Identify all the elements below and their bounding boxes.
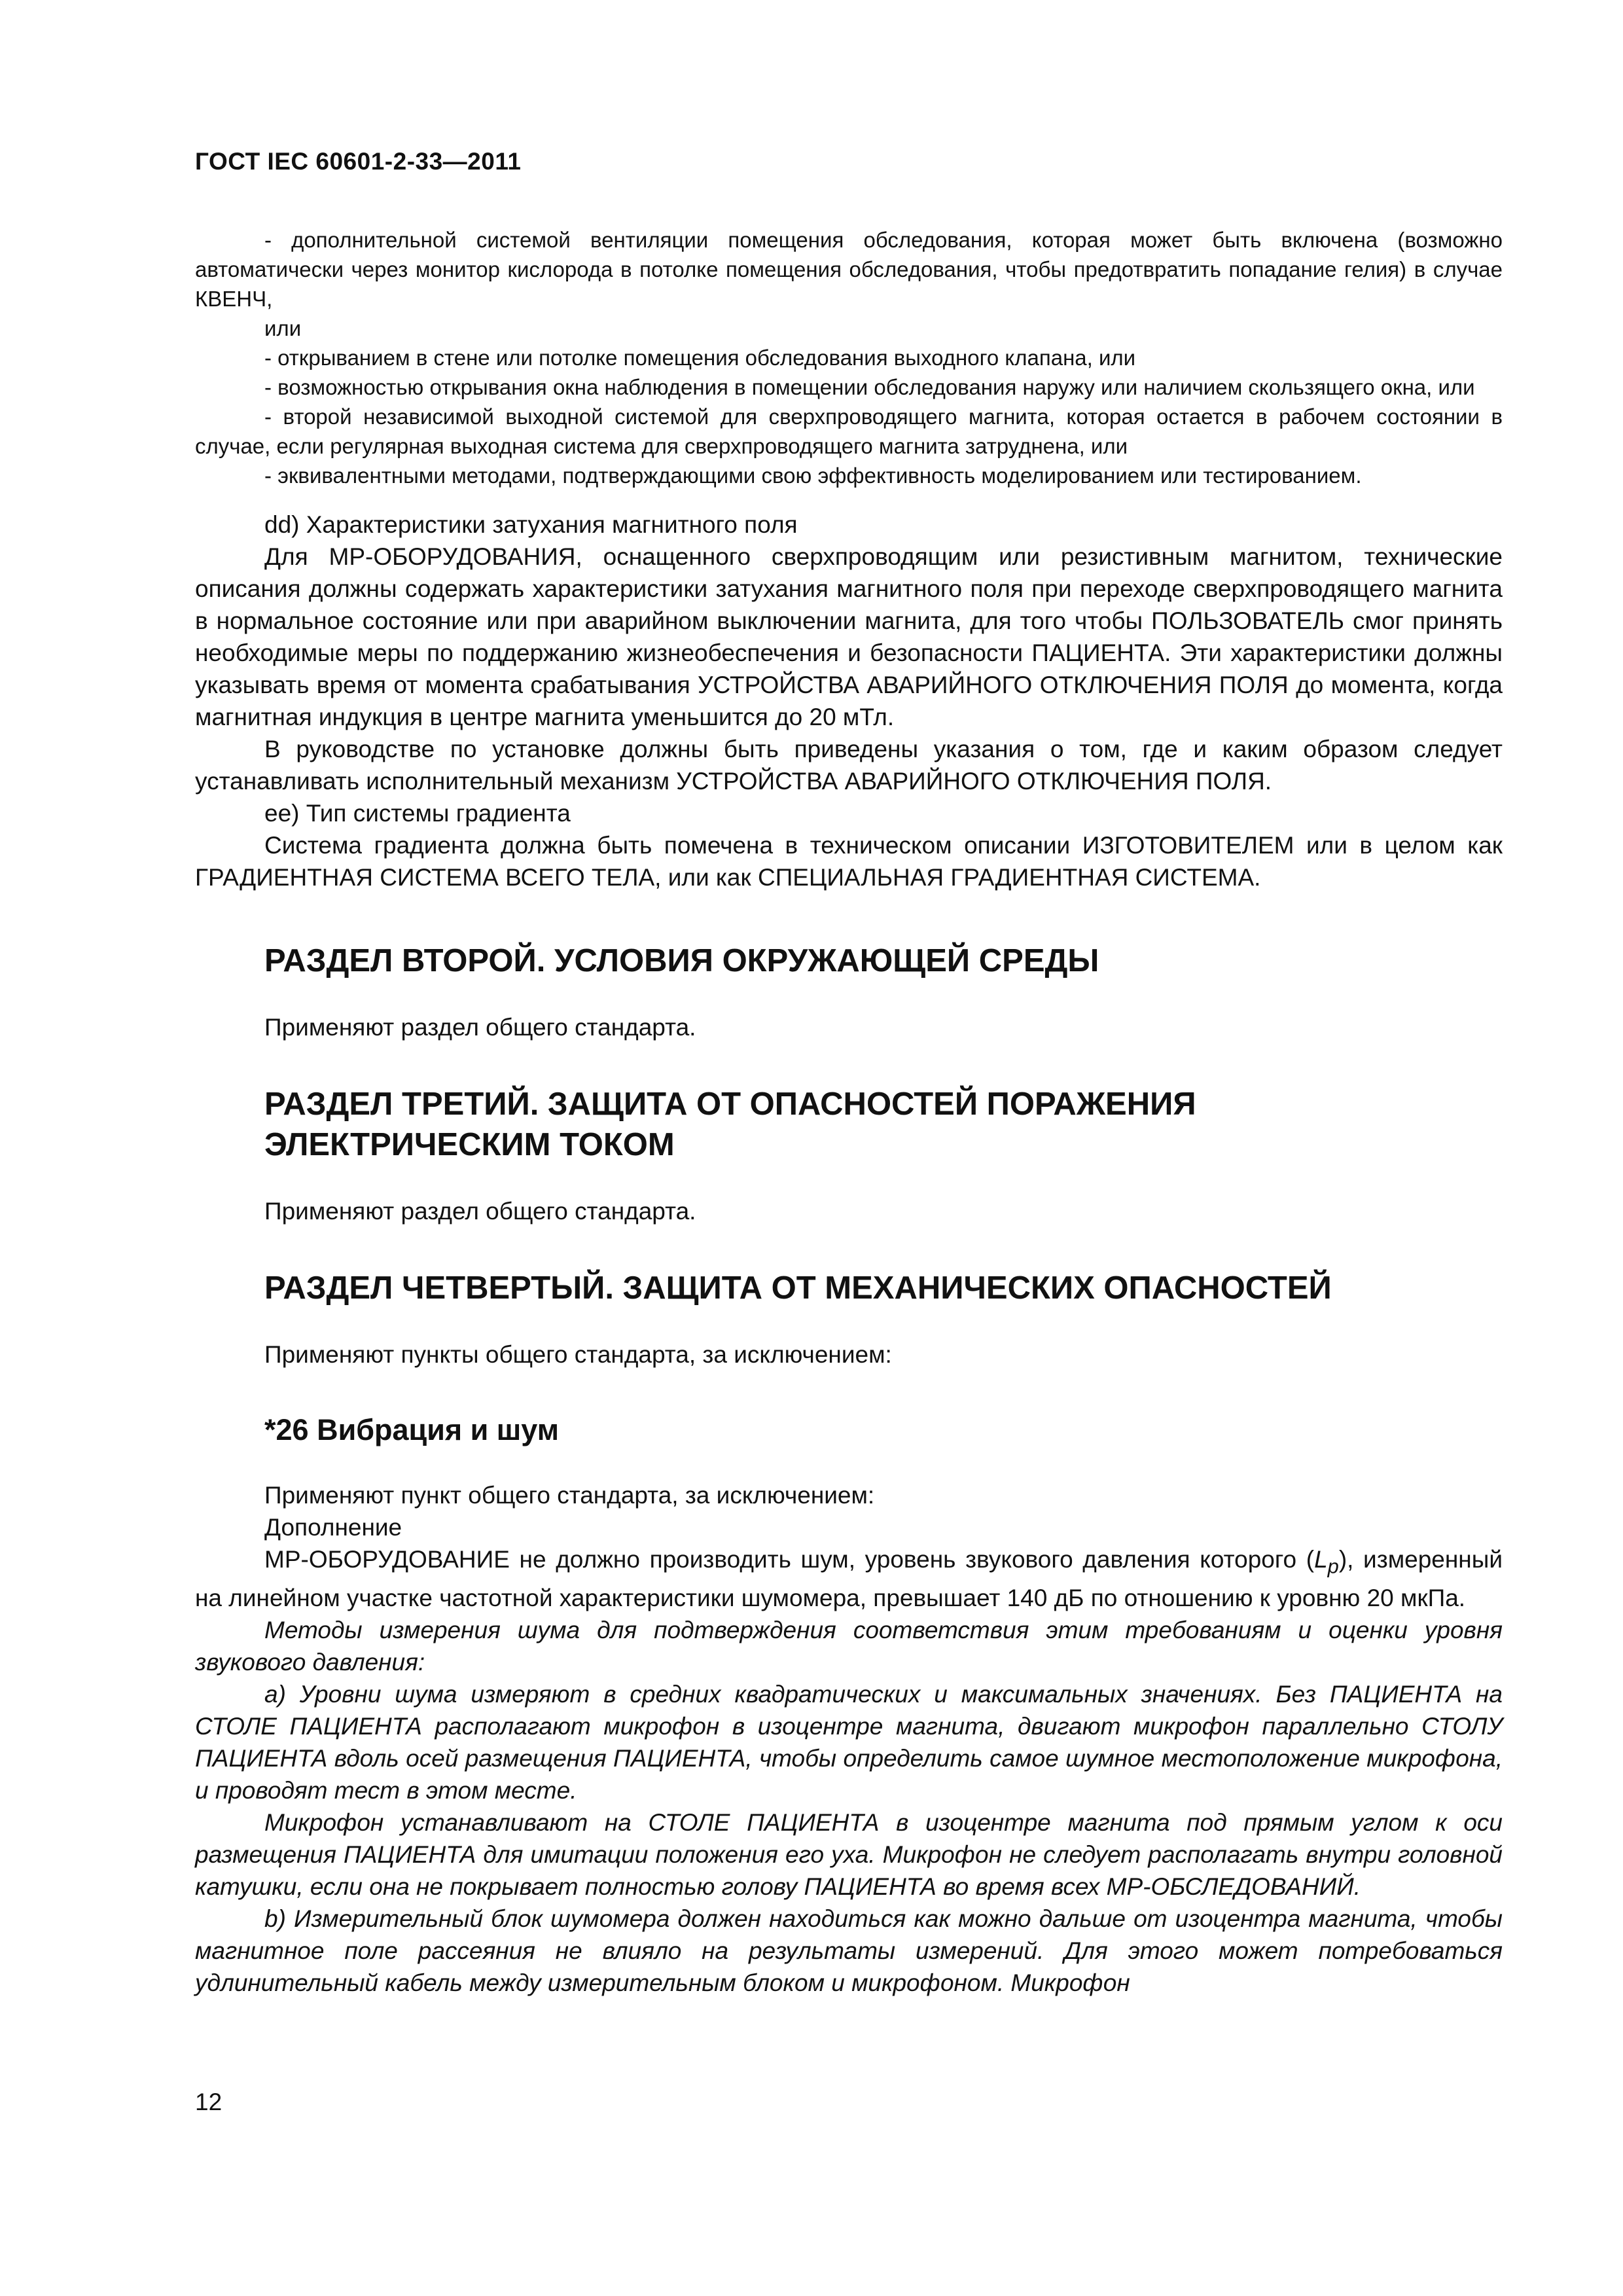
document-header: ГОСТ IEC 60601-2-33—2011 bbox=[195, 148, 522, 175]
symbol: L bbox=[1314, 1546, 1328, 1573]
paragraph: Методы измерения шума для подтверждения соответствия этим требованиям и оценки уровня звукового давления: bbox=[195, 1617, 1503, 1676]
list-connector: или bbox=[264, 316, 302, 340]
subscript: p bbox=[1327, 1554, 1339, 1578]
clause-heading: *26 Вибрация и шум bbox=[264, 1413, 560, 1446]
text-run: МР-ОБОРУДОВАНИЕ не должно производить шум, уровень звукового давления которого ( bbox=[264, 1546, 1315, 1573]
section-heading: РАЗДЕЛ ЧЕТВЕРТЫЙ. ЗАЩИТА ОТ МЕХАНИЧЕСКИХ ОПАСНОСТЕЙ bbox=[264, 1270, 1332, 1306]
section-heading-line: РАЗДЕЛ ТРЕТИЙ. ЗАЩИТА ОТ ОПАСНОСТЕЙ ПОРАЖЕНИЯ bbox=[264, 1086, 1196, 1122]
paragraph: Дополнение bbox=[264, 1514, 402, 1541]
page-number: 12 bbox=[195, 2089, 223, 2115]
subclause-title: dd) Характеристики затухания магнитного поля bbox=[264, 511, 798, 538]
ventilation-list bbox=[195, 225, 1503, 490]
paragraph: Для МР-ОБОРУДОВАНИЯ, оснащенного сверхпроводящим или резистивным магнитом, технические описания должны содержать характеристики затухания магнитного поля при переходе сверхпроводящего магнита в нормальное состояние или при аварийном выключении магнита, для того чтобы ПОЛЬЗОВАТЕЛЬ смог принять необходимые меры по поддержанию жизнеобеспечения и безопасности ПАЦИЕНТА. Эти характеристики должны указывать время от момента срабатывания УСТРОЙСТВА АВАРИЙНОГО ОТКЛЮЧЕНИЯ ПОЛЯ до момента, когда магнитная индукция в центре магнита уменьшится до 20 мТл. bbox=[195, 543, 1503, 730]
list-item: - открыванием в стене или потолке помещения обследования выходного клапана, или bbox=[264, 346, 1136, 370]
paragraph: Микрофон устанавливают на СТОЛЕ ПАЦИЕНТА в изоцентре магнита под прямым углом к оси размещения ПАЦИЕНТА для имитации положения его уха. Микрофон не следует располагать внутри головной катушки, если она не покрывает полностью голову ПАЦИЕНТА во время всех МР-ОБСЛЕДОВАНИЙ. bbox=[195, 1809, 1503, 1901]
section-text: Применяют раздел общего стандарта. bbox=[264, 1198, 696, 1225]
list-item: - дополнительной системой вентиляции помещения обследования, которая может быть включена (возможно автоматически через монитор кислорода в потолке помещения обследования, чтобы предотвратить попадание гелия) в случае КВЕНЧ, bbox=[195, 228, 1503, 311]
requirement-paragraph bbox=[195, 1543, 1503, 1614]
section-heading: РАЗДЕЛ ВТОРОЙ. УСЛОВИЯ ОКРУЖАЮЩЕЙ СРЕДЫ bbox=[264, 943, 1099, 978]
clause-26-body bbox=[195, 1479, 1503, 1999]
section-text: Применяют пункты общего стандарта, за исключением: bbox=[264, 1341, 892, 1368]
list-item: - возможностью открывания окна наблюдения в помещении обследования наружу или наличием скользящего окна, или bbox=[264, 375, 1475, 399]
paragraph: b) Измерительный блок шумомера должен находиться как можно дальше от изоцентра магнита, чтобы магнитное поле рассеяния не влияло на результаты измерений. Для этого может потребоваться удлинительный кабель между измерительным блоком и микрофоном. Микрофон bbox=[195, 1905, 1503, 1997]
page-content bbox=[195, 225, 1503, 1999]
subclause-title: ее) Тип системы градиента bbox=[264, 800, 571, 827]
list-item: - эквивалентными методами, подтверждающими свою эффективность моделированием или тестированием. bbox=[264, 463, 1362, 488]
section-heading-line: ЭЛЕКТРИЧЕСКИМ ТОКОМ bbox=[264, 1127, 675, 1162]
section-text: Применяют раздел общего стандарта. bbox=[264, 1014, 696, 1041]
paragraph: Система градиента должна быть помечена в техническом описании ИЗГОТОВИТЕЛЕМ или в целом как ГРАДИЕНТНАЯ СИСТЕМА ВСЕГО ТЕЛА, или как СПЕЦИАЛЬНАЯ ГРАДИЕНТНАЯ СИСТЕМА. bbox=[195, 832, 1503, 891]
text-run: ), измеренный на линейном участке частотной характеристики шумомера, превышает 140 дБ по отношению к уровню 20 мкПа. bbox=[195, 1546, 1503, 1612]
section-heading bbox=[264, 1084, 1503, 1165]
paragraph: а) Уровни шума измеряют в средних квадратических и максимальных значениях. Без ПАЦИЕНТА на СТОЛЕ ПАЦИЕНТА располагают микрофон в изоцентре магнита, двигают микрофон параллельно СТОЛУ ПАЦИЕНТА вдоль осей размещения ПАЦИЕНТА, чтобы определить самое шумное местоположение микрофона, и проводят тест в этом месте. bbox=[195, 1681, 1503, 1804]
subclause-dd bbox=[195, 509, 1503, 797]
list-item: - второй независимой выходной системой для сверхпроводящего магнита, которая остается в рабочем состоянии в случае, если регулярная выходная система для сверхпроводящего магнита затруднена, или bbox=[195, 404, 1503, 458]
subclause-ee bbox=[195, 797, 1503, 893]
paragraph: В руководстве по установке должны быть приведены указания о том, где и каким образом следует устанавливать исполнительный механизм УСТРОЙСТВА АВАРИЙНОГО ОТКЛЮЧЕНИЯ ПОЛЯ. bbox=[195, 736, 1503, 795]
paragraph: Применяют пункт общего стандарта, за исключением: bbox=[264, 1482, 875, 1509]
